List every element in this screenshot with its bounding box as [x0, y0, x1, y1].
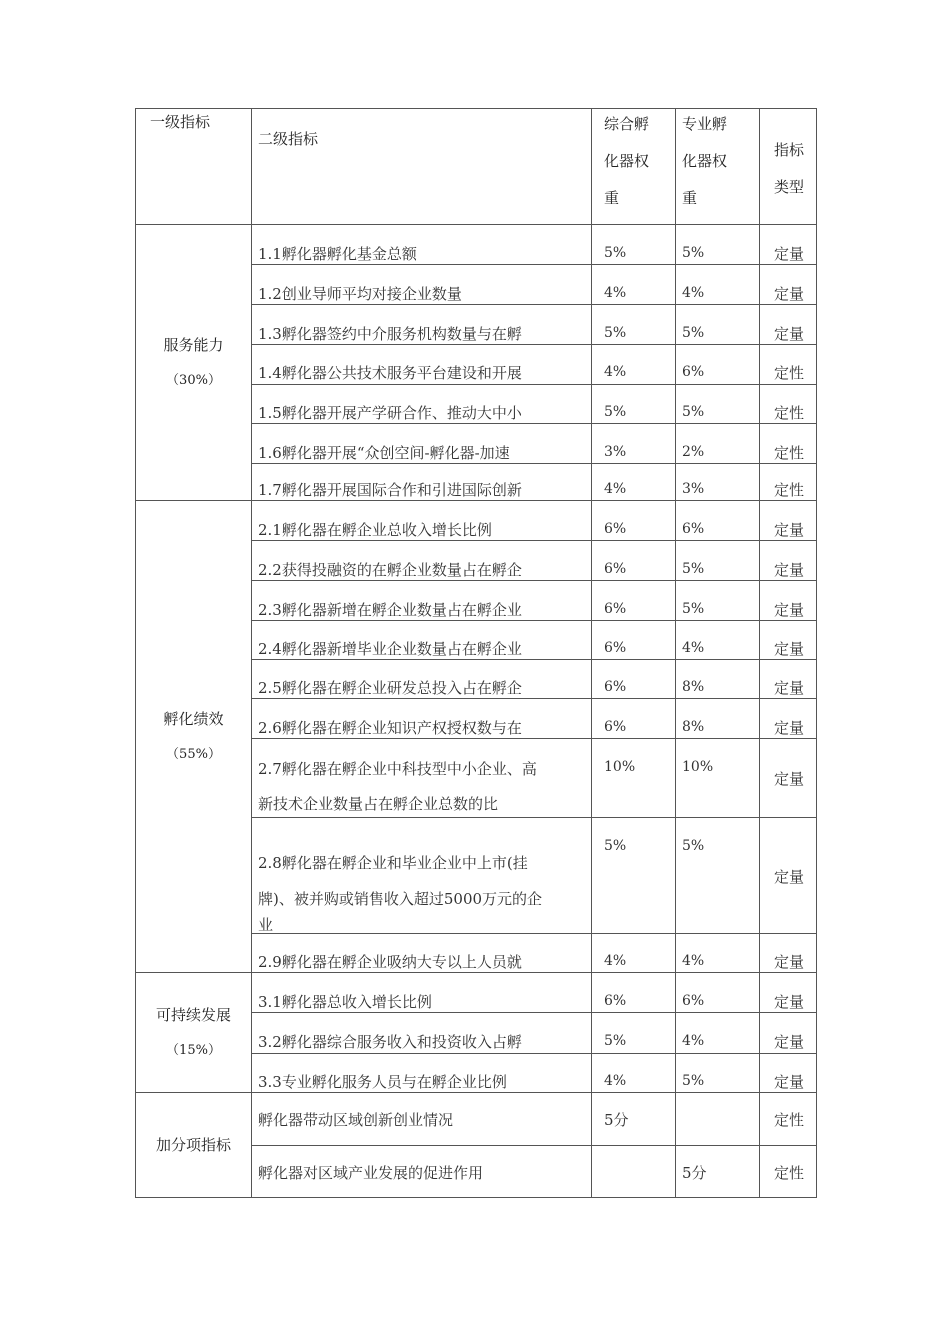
- level1-name: 孵化绩效: [163, 709, 224, 728]
- weight-comprehensive-cell: [592, 384, 676, 423]
- weight-specialized-cell: [676, 463, 760, 500]
- level2-cell: [252, 384, 592, 423]
- indicator-type-value: 定量: [774, 719, 805, 738]
- level2-label: 孵化器对区域产业发展的促进作用: [258, 1163, 484, 1182]
- level1-name: 加分项指标: [155, 1136, 231, 1154]
- level2-label: 2.1孵化器在孵企业总收入增长比例: [258, 521, 492, 539]
- header-row: [136, 109, 817, 225]
- indicator-type-cell: [760, 541, 817, 581]
- level2-label: 2.9孵化器在孵企业吸纳大专以上人员就: [258, 952, 522, 971]
- weight-specialized-cell: [676, 305, 760, 345]
- weight-value: 8%: [682, 679, 705, 696]
- weight-specialized-cell: [676, 265, 760, 305]
- weight-value: 4%: [682, 285, 705, 302]
- level2-cell: [252, 541, 592, 581]
- level2-cell: [252, 265, 592, 305]
- weight-comprehensive-cell: [592, 345, 676, 384]
- weight-comprehensive-cell: [592, 1145, 676, 1198]
- indicator-type-cell: [760, 699, 817, 739]
- indicator-table: [135, 108, 817, 1198]
- indicator-type-value: 定量: [774, 245, 805, 263]
- weight-value: 5%: [682, 837, 705, 854]
- weight-comprehensive-cell: [592, 973, 676, 1013]
- weight-specialized-cell: [676, 384, 760, 423]
- level2-label: 2.7孵化器在孵企业中科技型中小企业、高: [258, 760, 537, 779]
- level1-cell: [136, 973, 252, 1093]
- level2-cell: [252, 621, 592, 660]
- weight-comprehensive-cell: [592, 1013, 676, 1053]
- indicator-type-value: 定量: [774, 285, 805, 304]
- level2-cell: [252, 581, 592, 621]
- indicator-type-value: 定量: [774, 325, 805, 344]
- weight-comprehensive-cell: [592, 1093, 676, 1146]
- weight-specialized-cell: [676, 1145, 760, 1198]
- weight-value: 3%: [604, 443, 627, 460]
- weight-value: 5%: [604, 325, 627, 342]
- indicator-type-value: 定性: [774, 1163, 805, 1182]
- indicator-type-value: 定量: [774, 1072, 805, 1091]
- weight-specialized-cell: [676, 1093, 760, 1146]
- weight-specialized-cell: [676, 817, 760, 933]
- level2-label: 2.6孵化器在孵企业知识产权授权数与在: [258, 719, 522, 738]
- header-indicator-type: 指标 类型: [760, 109, 817, 225]
- weight-value: 4%: [604, 364, 627, 381]
- header-level2: 二级指标: [252, 109, 592, 225]
- weight-comprehensive-cell: [592, 225, 676, 265]
- indicator-type-value: 定量: [774, 952, 805, 971]
- level2-label: 1.7孵化器开展国际合作和引进国际创新: [258, 480, 522, 499]
- weight-value: 6%: [604, 601, 627, 618]
- weight-comprehensive-cell: [592, 933, 676, 972]
- level2-label: 3.1孵化器总收入增长比例: [258, 993, 432, 1011]
- indicator-type-cell: [760, 463, 817, 500]
- level2-label: 1.3孵化器签约中介服务机构数量与在孵: [258, 325, 522, 344]
- level2-label: 1.6孵化器开展“众创空间-孵化器-加速: [258, 443, 510, 462]
- indicator-type-value: 定量: [774, 1033, 805, 1052]
- weight-value: 5分: [604, 1111, 629, 1129]
- weight-comprehensive-cell: [592, 699, 676, 739]
- level2-label: 1.5孵化器开展产学研合作、推动大中小: [258, 403, 522, 422]
- indicator-type-cell: [760, 501, 817, 541]
- level2-cell: [252, 1053, 592, 1092]
- indicator-type-cell: [760, 739, 817, 817]
- level1-cell: [136, 225, 252, 501]
- weight-value: 5%: [604, 837, 627, 854]
- weight-value: 4%: [682, 1033, 705, 1050]
- weight-specialized-cell: [676, 345, 760, 384]
- weight-value: 6%: [604, 719, 627, 736]
- weight-value: 10%: [682, 759, 714, 776]
- weight-comprehensive-cell: [592, 501, 676, 541]
- level2-cell: [252, 1093, 592, 1146]
- weight-specialized-cell: [676, 699, 760, 739]
- weight-value: 4%: [682, 640, 705, 657]
- level2-label: 2.5孵化器在孵企业研发总投入占在孵企: [258, 679, 522, 698]
- level2-label: 2.2获得投融资的在孵企业数量占在孵企: [258, 561, 522, 580]
- header-level1: 一级指标: [136, 109, 252, 225]
- level2-cell: [252, 463, 592, 500]
- level2-label: 业: [258, 915, 274, 934]
- weight-value: 6%: [604, 521, 627, 537]
- level1-name: 可持续发展: [155, 1005, 231, 1024]
- indicator-type-value: 定量: [774, 679, 805, 698]
- indicator-type-cell: [760, 345, 817, 384]
- weight-value: 6%: [604, 993, 627, 1009]
- indicator-type-cell: [760, 225, 817, 265]
- weight-specialized-cell: [676, 423, 760, 463]
- weight-value: 6%: [604, 561, 627, 578]
- weight-value: 4%: [604, 1072, 627, 1089]
- weight-comprehensive-cell: [592, 739, 676, 817]
- weight-specialized-cell: [676, 501, 760, 541]
- indicator-type-value: 定性: [774, 443, 805, 462]
- weight-value: 6%: [682, 993, 705, 1009]
- weight-value: 5分: [682, 1163, 707, 1182]
- level2-cell: [252, 739, 592, 817]
- level2-label: 新技术企业数量占在孵企业总数的比: [258, 795, 499, 814]
- indicator-type-cell: [760, 1053, 817, 1092]
- level2-label: 2.3孵化器新增在孵企业数量占在孵企业: [258, 601, 522, 620]
- weight-value: 8%: [682, 719, 705, 736]
- indicator-type-value: 定性: [774, 403, 805, 422]
- indicator-type-cell: [760, 933, 817, 972]
- indicator-type-cell: [760, 581, 817, 621]
- weight-value: 4%: [604, 285, 627, 302]
- weight-value: 4%: [682, 952, 705, 969]
- indicator-type-value: 定量: [774, 770, 805, 789]
- weight-value: 4%: [604, 480, 627, 497]
- level2-cell: [252, 699, 592, 739]
- level2-cell: [252, 1145, 592, 1198]
- weight-value: 10%: [604, 759, 636, 776]
- weight-specialized-cell: [676, 1013, 760, 1053]
- indicator-type-cell: [760, 1093, 817, 1146]
- weight-comprehensive-cell: [592, 423, 676, 463]
- weight-value: 6%: [604, 640, 627, 657]
- weight-comprehensive-cell: [592, 817, 676, 933]
- indicator-type-cell: [760, 265, 817, 305]
- weight-value: 2%: [682, 443, 705, 460]
- level2-cell: [252, 225, 592, 265]
- indicator-type-value: 定量: [774, 640, 805, 659]
- weight-value: 5%: [604, 245, 627, 261]
- level1-percent: （30%）: [166, 372, 221, 388]
- indicator-type-cell: [760, 817, 817, 933]
- header-weight-comprehensive: 综合孵 化器权 重: [592, 109, 676, 225]
- level1-cell: [136, 1093, 252, 1198]
- weight-comprehensive-cell: [592, 581, 676, 621]
- indicator-type-cell: [760, 621, 817, 660]
- weight-specialized-cell: [676, 541, 760, 581]
- indicator-type-value: 定量: [774, 601, 805, 620]
- indicator-type-value: 定量: [774, 521, 805, 539]
- level2-cell: [252, 305, 592, 345]
- weight-value: 5%: [682, 325, 705, 342]
- weight-specialized-cell: [676, 933, 760, 972]
- weight-value: 5%: [604, 403, 627, 420]
- weight-comprehensive-cell: [592, 621, 676, 660]
- indicator-type-cell: [760, 384, 817, 423]
- indicator-type-value: 定量: [774, 993, 805, 1011]
- level1-name: 服务能力: [163, 335, 224, 354]
- weight-specialized-cell: [676, 739, 760, 817]
- weight-specialized-cell: [676, 621, 760, 660]
- indicator-type-cell: [760, 660, 817, 699]
- level2-label: 3.3专业孵化服务人员与在孵企业比例: [258, 1072, 507, 1091]
- level2-label: 1.2创业导师平均对接企业数量: [258, 285, 462, 304]
- level2-cell: [252, 933, 592, 972]
- level2-cell: [252, 817, 592, 933]
- indicator-type-value: 定量: [774, 867, 805, 886]
- table-row: [136, 973, 817, 1013]
- weight-comprehensive-cell: [592, 1053, 676, 1092]
- weight-specialized-cell: [676, 973, 760, 1013]
- weight-specialized-cell: [676, 1053, 760, 1092]
- level1-percent: （15%）: [166, 1042, 221, 1058]
- weight-value: 6%: [604, 679, 627, 696]
- weight-specialized-cell: [676, 581, 760, 621]
- level2-label: 1.1孵化器孵化基金总额: [258, 245, 417, 263]
- weight-value: 5%: [682, 245, 705, 261]
- level2-label: 1.4孵化器公共技术服务平台建设和开展: [258, 364, 522, 383]
- table-row: [136, 1093, 817, 1146]
- indicator-type-cell: [760, 1013, 817, 1053]
- level2-cell: [252, 1013, 592, 1053]
- level2-cell: [252, 423, 592, 463]
- weight-comprehensive-cell: [592, 463, 676, 500]
- weight-comprehensive-cell: [592, 305, 676, 345]
- weight-value: 5%: [682, 601, 705, 618]
- indicator-type-value: 定性: [774, 480, 805, 499]
- weight-value: 5%: [682, 561, 705, 578]
- level2-label: 2.8孵化器在孵企业和毕业企业中上市(挂: [258, 853, 528, 872]
- weight-specialized-cell: [676, 225, 760, 265]
- indicator-type-value: 定性: [774, 1111, 805, 1129]
- table-row: [136, 501, 817, 541]
- indicator-type-cell: [760, 973, 817, 1013]
- table-row: [136, 225, 817, 265]
- header-weight-specialized: 专业孵 化器权 重: [676, 109, 760, 225]
- indicator-type-value: 定量: [774, 561, 805, 580]
- weight-value: 5%: [682, 1072, 705, 1089]
- level1-percent: （55%）: [166, 746, 221, 762]
- weight-comprehensive-cell: [592, 660, 676, 699]
- indicator-type-value: 定性: [774, 364, 805, 383]
- level2-cell: [252, 660, 592, 699]
- indicator-type-cell: [760, 305, 817, 345]
- indicator-type-cell: [760, 1145, 817, 1198]
- level1-cell: [136, 501, 252, 973]
- weight-value: 6%: [682, 364, 705, 381]
- level2-label: 牌)、被并购或销售收入超过5000万元的企: [258, 889, 543, 908]
- weight-value: 4%: [604, 952, 627, 969]
- weight-value: 5%: [604, 1033, 627, 1050]
- weight-value: 6%: [682, 521, 705, 537]
- weight-comprehensive-cell: [592, 541, 676, 581]
- weight-specialized-cell: [676, 660, 760, 699]
- level2-cell: [252, 973, 592, 1013]
- weight-value: 5%: [682, 403, 705, 420]
- level2-label: 3.2孵化器综合服务收入和投资收入占孵: [258, 1033, 522, 1052]
- weight-comprehensive-cell: [592, 265, 676, 305]
- level2-cell: [252, 345, 592, 384]
- indicator-type-cell: [760, 423, 817, 463]
- level2-label: 2.4孵化器新增毕业企业数量占在孵企业: [258, 640, 522, 659]
- weight-value: 3%: [682, 480, 705, 497]
- level2-label: 孵化器带动区域创新创业情况: [258, 1111, 454, 1129]
- level2-cell: [252, 501, 592, 541]
